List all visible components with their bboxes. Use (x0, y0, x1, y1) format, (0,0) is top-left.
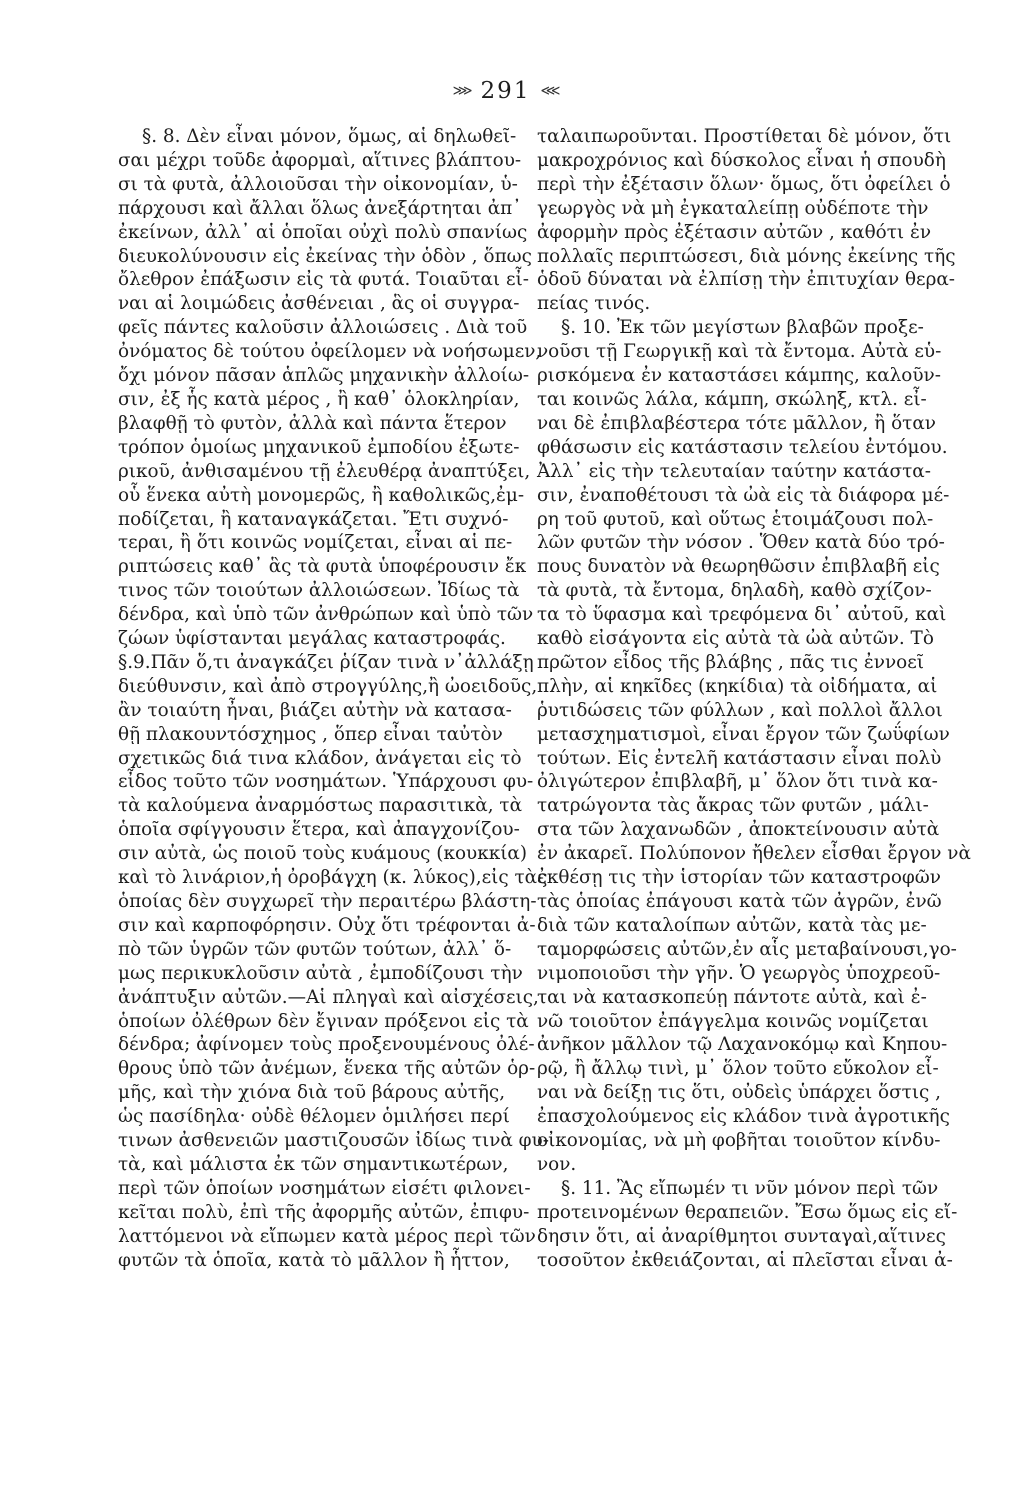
ornament-right: ⋘ (540, 83, 559, 99)
text-line: ναι αἱ λοιμώδεις ἀσθένειαι , ἃς οἱ συγγρα- (118, 293, 520, 315)
text-line: ρη τοῦ φυτοῦ, καὶ οὕτως ἑτοιμάζουσι πολ- (537, 508, 934, 530)
text-line: τὰ καλούμενα ἀναρμόστως παρασιτικὰ, τὰ (118, 795, 522, 817)
text-line: νιμοποιοῦσι τὴν γῆν. Ὁ γεωργὸς ὑποχρεοῦ- (537, 962, 941, 984)
text-line: τα τὸ ὕφασμα καὶ τρεφόμενα δι᾽ αὐτοῦ, καὶ (537, 604, 947, 626)
text-line: φυτῶν τὰ ὁποῖα, κατὰ τὸ μᾶλλον ἢ ἧττον, (118, 1249, 510, 1271)
text-line: πείας τινός. (537, 293, 651, 315)
text-line: ταλαιπωροῦνται. Προστίθεται δὲ μόνον, ὅτι (537, 126, 952, 147)
text-line: στα τῶν λαχανωδῶν , ἀποκτείνουσιν αὐτὰ (537, 819, 940, 841)
text-line: νῶ τοιοῦτον ἐπάγγελμα κοινῶς νομίζεται (537, 1010, 929, 1032)
text-line: περὶ τὴν ἐξέτασιν ὅλων· ὅμως, ὅτι ὀφείλει ὁ (537, 173, 951, 195)
text-line: θρους ὑπὸ τῶν ἀνέμων, ἕνεκα τῆς αὐτῶν ὁρ- (118, 1058, 536, 1080)
text-line: τὰ, καὶ μάλιστα ἐκ τῶν σημαντικωτέρων, (118, 1153, 509, 1175)
text-line: τούτων. Εἰς ἐντελῆ κατάστασιν εἶναι πολὺ (537, 747, 942, 769)
text-line: πους δυνατὸν νὰ θεωρηθῶσιν ἐπιβλαβῆ εἰς (537, 556, 940, 578)
text-line: νοῦσι τῇ Γεωργικῇ καὶ τὰ ἔντομα. Αὐτὰ εὑ- (537, 341, 942, 363)
text-line: τὰς ὁποίας ἐπάγουσι κατὰ τῶν ἀγρῶν, ἐνῶ (537, 891, 942, 912)
text-line: φεῖς πάντες καλοῦσιν ἀλλοιώσεις . Διὰ τοῦ (118, 317, 528, 339)
text-line: μῆς, καὶ τὴν χιόνα διὰ τοῦ βάρους αὐτῆς, (118, 1082, 506, 1104)
text-line: ὁποῖα σφίγγουσιν ἕτερα, καὶ ἀπαγχονίζου- (118, 819, 520, 841)
text-line: περὶ τῶν ὁποίων νοσημάτων εἰσέτι φιλονει- (118, 1177, 531, 1199)
text-line: τινων ἀσθενειῶν μαστιζουσῶν ἰδίως τινὰ φυ- (118, 1130, 549, 1152)
text-line: καθὸ εἰσάγοντα εἰς αὐτὰ τὰ ὠὰ αὐτῶν. Τὸ (537, 628, 934, 650)
text-line: ὄχι μόνον πᾶσαν ἁπλῶς μηχανικὴν ἀλλοίω- (118, 365, 530, 387)
text-line: τρόπον ὁμοίως μηχανικοῦ ἐμποδίου ἐξωτε- (118, 436, 520, 458)
text-line: σιν καὶ καρποφόρησιν. Οὐχ ὅτι τρέφονται ἀ- (118, 914, 536, 936)
right-column (537, 125, 971, 1273)
text-line: ρῷ, ἢ ἄλλῳ τινὶ, μ᾽ ὅλον τοῦτο εὔκολον εἶ- (537, 1058, 939, 1080)
text-line: ὄλεθρον ἐπάξωσιν εἰς τὰ φυτά. Τοιαῦται εἶ- (118, 269, 529, 291)
text-line: ῥυτιδώσεις τῶν φύλλων , καὶ πολλοὶ ἄλλοι (537, 699, 943, 721)
text-line: ὀλιγώτερον ἐπιβλαβῆ, μ᾽ ὅλον ὅτι τινὰ κα- (537, 771, 938, 793)
text-line: ποδίζεται, ἢ καταναγκάζεται. Ἔτι συχνό- (118, 508, 509, 530)
text-line: τεραι, ἢ ὅτι κοινῶς νομίζεται, εἶναι αἱ πε- (118, 532, 513, 554)
text-line: καὶ τὸ λινάριον,ἡ ὀροβάγχη (κ. λύκος),εἰς τὰς (118, 867, 548, 889)
text-line: τοσοῦτον ἐκθειάζονται, αἱ πλεῖσται εἶναι ἀ- (537, 1249, 953, 1271)
text-line: §. 10. Ἐκ τῶν μεγίστων βλαβῶν προξε- (561, 317, 924, 339)
text-line: νον. (537, 1153, 577, 1175)
text-line: λῶν φυτῶν τὴν νόσον . Ὅθεν κατὰ δύο τρό- (537, 532, 945, 554)
text-line: λαττόμενοι νὰ εἴπωμεν κατὰ μέρος περὶ τῶν (118, 1225, 536, 1247)
text-line: ἐκθέσῃ τις τὴν ἱστορίαν τῶν καταστροφῶν (537, 867, 941, 889)
text-line: σιν, ἐναποθέτουσι τὰ ὠὰ εἰς τὰ διάφορα μέ- (537, 484, 950, 506)
text-line: τινος τῶν τοιούτων ἀλλοιώσεων. Ἰδίως τὰ (118, 580, 520, 602)
text-line: τὰ φυτὰ, τὰ ἔντομα, δηλαδὴ, καθὸ σχίζον- (537, 580, 932, 602)
text-line: ταμορφώσεις αὐτῶν,ἐν αἷς μεταβαίνουσι,γο- (537, 938, 957, 960)
text-line: σαι μέχρι τοῦδε ἀφορμαὶ, αἵτινες βλάπτου- (118, 149, 522, 171)
page-number: 291 (480, 78, 531, 104)
text-line: προτεινομένων θεραπειῶν. Ἔσω ὅμως εἰς εἴ- (537, 1201, 958, 1223)
text-line: γεωργὸς νὰ μὴ ἐγκαταλείπῃ οὐδέποτε τὴν (537, 197, 929, 219)
text-line: κεῖται πολὺ, ἐπὶ τῆς ἀφορμῆς αὐτῶν, ἐπιφυ- (118, 1201, 530, 1223)
text-line: ἀνῆκον μᾶλλον τῷ Λαχανοκόμῳ καὶ Κηπου- (537, 1034, 948, 1056)
text-line: σιν αὐτὰ, ὡς ποιοῦ τοὺς κυάμους (κουκκία) (118, 843, 528, 865)
text-line: ται κοινῶς λάλα, κάμπη, σκώληξ, κτλ. εἶ- (537, 388, 927, 410)
text-line: διὰ τῶν καταλοίπων αὐτῶν, κατὰ τὰς με- (537, 914, 927, 936)
text-line: διεύθυνσιν, καὶ ἀπὸ στρογγύλης,ἢ ὠοειδοῦς, (118, 675, 538, 697)
text-line: βλαφθῇ τὸ φυτὸν, ἀλλὰ καὶ πάντα ἕτερον (118, 412, 507, 434)
text-line: ἂν τοιαύτη ἦναι, βιάζει αὐτὴν νὰ κατασα- (118, 699, 512, 721)
text-line: σιν, ἐξ ἧς κατὰ μέρος , ἢ καθ᾽ ὁλοκληρίαν, (118, 388, 520, 410)
text-line: ἐν ἀκαρεῖ. Πολύπονον ἤθελεν εἶσθαι ἔργον νὰ (537, 843, 971, 865)
text-line: ται νὰ κατασκοπεύῃ πάντοτε αὐτὰ, καὶ ἐ- (537, 986, 927, 1008)
text-line: σχετικῶς διά τινα κλάδον, ἀνάγεται εἰς τὸ (118, 747, 522, 769)
text-line: ὡς πασίδηλα· οὐδὲ θέλομεν ὁμιλήσει περί (118, 1106, 510, 1128)
text-line: δησιν ὅτι, αἱ ἀναρίθμητοι συνταγαὶ,αἵτινες (537, 1225, 946, 1247)
text-line: ρισκόμενα ἐν καταστάσει κάμπης, καλοῦν- (537, 365, 941, 387)
text-line: πολλαῖς περιπτώσεσι, διὰ μόνης ἐκείνης τῆς (537, 245, 956, 267)
text-line: πάρχουσι καὶ ἄλλαι ὅλως ἀνεξάρτηται ἀπ᾽ (118, 197, 522, 219)
text-line: διευκολύνουσιν εἰς ἐκείνας τὴν ὁδὸν , ὅπως (118, 245, 532, 267)
text-line: §.9.Πᾶν ὅ,τι ἀναγκάζει ῥίζαν τινὰ ν᾽ἀλλάξῃ (118, 651, 534, 673)
text-line: Ἀλλ᾽ εἰς τὴν τελευταίαν ταύτην κατάστα- (537, 460, 931, 482)
text-line: φθάσωσιν εἰς κατάστασιν τελείου ἐντόμου. (537, 436, 948, 458)
text-line: θῇ πλακουντόσχημος , ὅπερ εἶναι ταὐτὸν (118, 723, 503, 745)
text-line: οἰκονομίας, νὰ μὴ φοβῆται τοιοῦτον κίνδυ- (537, 1130, 941, 1152)
text-line: ἀνάπτυξιν αὐτῶν.—Αἱ πληγαὶ καὶ αἰσχέσεις, (118, 986, 539, 1008)
text-line: μως περικυκλοῦσιν αὐτὰ , ἐμποδίζουσι τὴν (118, 962, 523, 984)
text-line: ριπτώσεις καθ᾽ ἃς τὰ φυτὰ ὑποφέρουσιν ἔκ (118, 556, 527, 578)
text-line: ἐκείνων, ἀλλ᾽ αἱ ὁποῖαι οὐχὶ πολὺ σπανίως (118, 221, 528, 243)
text-line: ἐπασχολούμενος εἰς κλάδον τινὰ ἀγροτικῆς (537, 1106, 950, 1128)
text-line: τατρώγοντα τὰς ἄκρας τῶν φυτῶν , μάλι- (537, 795, 929, 817)
text-line: ὁποίας δὲν συγχωρεῖ τὴν περαιτέρω βλάστη- (118, 891, 537, 912)
text-line: δένδρα; ἀφίνομεν τοὺς προξενουμένους ὀλέ- (118, 1034, 535, 1056)
text-line: πρῶτον εἶδος τῆς βλάβης , πᾶς τις ἐννοεῖ (537, 651, 924, 673)
text-line: ναι νὰ δείξῃ τις ὅτι, οὐδεὶς ὑπάρχει ὅστις , (537, 1082, 942, 1104)
text-line: §. 8. Δὲν εἶναι μόνον, ὅμως, αἱ δηλωθεῖ- (142, 126, 517, 147)
text-line: οὗ ἕνεκα αὐτὴ μονομερῶς, ἢ καθολικῶς,ἐμ- (118, 484, 525, 506)
page-header (0, 78, 1011, 104)
text-line: §. 11. Ἂς εἴπωμέν τι νῦν μόνον περὶ τῶν (561, 1177, 939, 1199)
ornament-left: ⋙ (452, 83, 471, 99)
text-line: μετασχηματισμοὶ, εἶναι ἔργον τῶν ζωΰφίων (537, 723, 950, 745)
text-line: ὁποίων ὀλέθρων δὲν ἔγιναν πρόξενοι εἰς τὰ (118, 1010, 529, 1032)
text-line: σι τὰ φυτὰ, ἀλλοιοῦσαι τὴν οἰκονομίαν, ὑ- (118, 173, 518, 195)
left-column (118, 125, 549, 1273)
text-line: ζώων ὑφίστανται μεγάλας καταστροφάς. (118, 628, 506, 650)
text-line: ναι δὲ ἐπιβλαβέστερα τότε μᾶλλον, ἢ ὅταν (537, 412, 936, 434)
text-line: δένδρα, καὶ ὑπὸ τῶν ἀνθρώπων καὶ ὑπὸ τῶν (118, 604, 534, 626)
text-line: πὸ τῶν ὑγρῶν τῶν φυτῶν τούτων, ἀλλ᾽ ὅ- (118, 938, 512, 960)
text-line: ἀφορμὴν πρὸς ἐξέτασιν αὐτῶν , καθότι ἐν (537, 221, 932, 243)
text-line: εἶδος τοῦτο τῶν νοσημάτων. Ὑπάρχουσι φυ- (118, 771, 534, 793)
text-line: πλὴν, αἱ κηκῖδες (κηκίδια) τὰ οἰδήματα, αἱ (537, 675, 938, 697)
text-line: ρικοῦ, ἀνθισαμένου τῇ ἐλευθέρᾳ ἀναπτύξει, (118, 460, 531, 482)
text-line: ὁδοῦ δύναται νὰ ἐλπίσῃ τὴν ἐπιτυχίαν θερα- (537, 269, 956, 291)
text-line: ὀνόματος δὲ τούτου ὀφείλομεν νὰ νοήσωμεν, (118, 341, 542, 363)
text-line: μακροχρόνιος καὶ δύσκολος εἶναι ἡ σπουδὴ (537, 149, 946, 171)
